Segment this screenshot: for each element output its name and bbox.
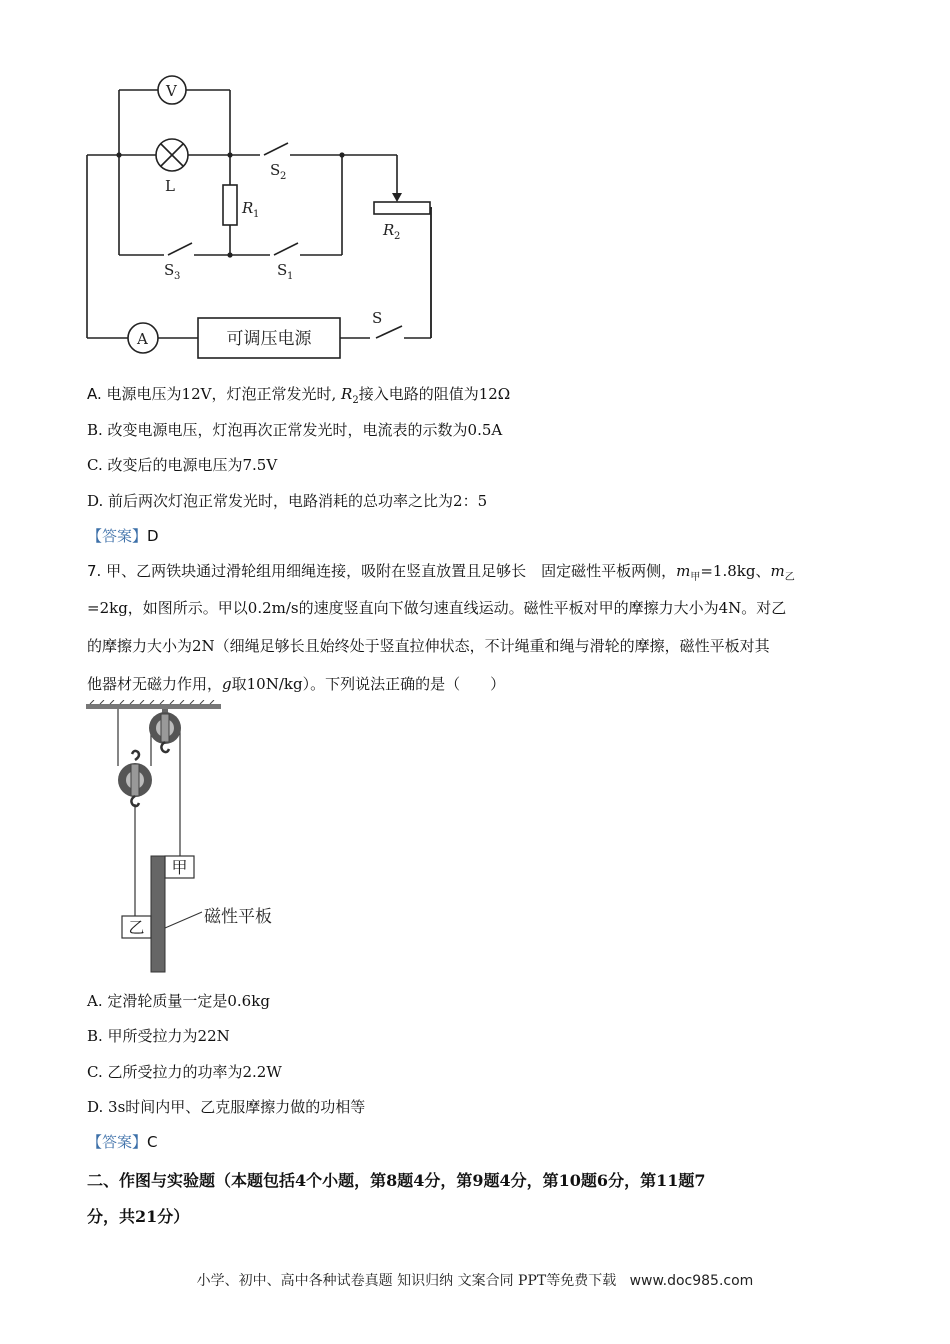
s2-sub: 2 — [280, 171, 287, 182]
q6-option-b: B. 改变电源电压，灯泡再次正常发光时，电流表的示数为0.5A — [87, 421, 503, 439]
r1-sub: 1 — [253, 209, 260, 220]
q7-option-d: D. 3s时间内甲、乙克服摩擦力做的功相等 — [87, 1098, 366, 1116]
q7-answer: 【答案】C — [87, 1133, 158, 1151]
r2-sub: 2 — [394, 231, 401, 242]
voltmeter-label: V — [166, 82, 177, 100]
q7-option-b: B. 甲所受拉力为22N — [87, 1027, 230, 1045]
q7-line-1: 7. 甲、乙两铁块通过滑轮组用细绳连接，吸附在竖直放置且足够长 固定磁性平板两侧，$m_甲=1.8kg$、$m_乙$ — [87, 562, 795, 583]
pulley-diagram — [84, 700, 304, 980]
q7-line-3: 的摩擦力大小为2N（细绳足够长且始终处于竖直拉伸状态，不计绳重和绳与滑轮的摩擦，磁性平板对其 — [87, 637, 770, 655]
board-label: 磁性平板 — [204, 907, 272, 927]
s2-label: S — [270, 161, 281, 179]
q7-line-2: =2kg，如图所示。甲以0.2m/s的速度竖直向下做匀速直线运动。磁性平板对甲的摩擦力大小为4N。对乙 — [87, 599, 787, 617]
block-jia-label: 甲 — [171, 858, 188, 877]
q7-line-4: 他器材无磁力作用，g取10N/kg）。下列说法正确的是（ ） — [87, 675, 506, 693]
page-footer — [0, 1270, 950, 1290]
section2-heading-line1: 二、作图与实验题（本题包括4个小题，第8题4分，第9题4分，第10题6分，第11题7 — [87, 1171, 706, 1190]
q6-option-d: D. 前后两次灯泡正常发光时，电路消耗的总功率之比为2：5 — [87, 492, 488, 510]
s3-label: S — [164, 261, 175, 279]
s-label: S — [372, 309, 383, 327]
s1-sub: 1 — [287, 271, 294, 282]
s1-label: S — [277, 261, 288, 279]
q7-option-c: C. 乙所受拉力的功率为2.2W — [87, 1063, 282, 1081]
circuit-diagram — [80, 65, 450, 365]
footer-text: 小学、初中、高中各种试卷真题 知识归纳 文案合同 PPT等免费下载 — [196, 1273, 617, 1289]
block-yi-label: 乙 — [128, 918, 145, 937]
r1-label: R — [242, 199, 254, 217]
s3-sub: 3 — [174, 271, 181, 282]
q6-option-a: A. 电源电压为12V，灯泡正常发光时, $R_2$接入电路的阻值为12Ω — [87, 385, 511, 406]
q6-option-c: C. 改变后的电源电压为7.5V — [87, 456, 278, 474]
ammeter-label: A — [137, 330, 148, 348]
q6-answer: 【答案】D — [87, 527, 159, 545]
lamp-label: L — [165, 177, 175, 195]
power-source-label: 可调压电源 — [226, 329, 312, 349]
section2-heading-line2: 分，共21分） — [87, 1207, 190, 1226]
footer-url[interactable]: www.doc985.com — [629, 1273, 754, 1289]
r2-label: R — [383, 221, 395, 239]
q7-option-a: A. 定滑轮质量一定是0.6kg — [87, 992, 270, 1010]
